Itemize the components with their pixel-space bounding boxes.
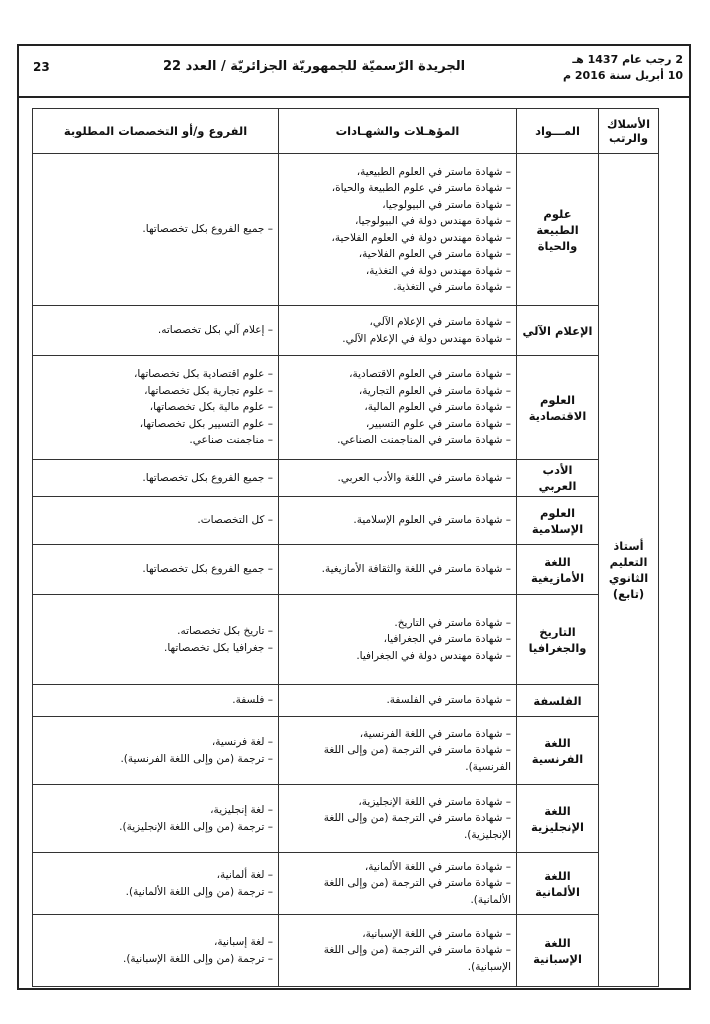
branches-cell — [33, 717, 279, 785]
header-branches: الفروع و/أو التخصصات المطلوبة — [33, 109, 279, 154]
table-row — [33, 154, 659, 306]
qualification-item: – شهادة ماستر في التغذية. — [284, 279, 511, 296]
qualifications-cell — [279, 306, 517, 356]
qualification-item: – شهادة ماستر في الترجمة (من وإلى اللغة الإسبانية). — [284, 942, 511, 975]
branch-item: – ترجمة (من وإلى اللغة الإسبانية). — [38, 951, 273, 968]
subject-cell: اللغة الفرنسية — [517, 717, 599, 785]
subject-cell: الإعلام الآلي — [517, 306, 599, 356]
subject-cell: العلوم الإسلامية — [517, 497, 599, 545]
qualification-item: – شهادة ماستر في الجغرافيا، — [284, 631, 511, 648]
branch-item: – مناجمنت صناعي. — [38, 432, 273, 449]
qualification-item: – شهادة مهندس دولة في الإعلام الآلي. — [284, 331, 511, 348]
branch-item: – إعلام آلي بكل تخصصاته. — [38, 322, 273, 339]
subject-cell: التاريخ والجغرافيا — [517, 595, 599, 685]
branch-item: – علوم التسيير بكل تخصصاتها، — [38, 416, 273, 433]
branches-cell — [33, 306, 279, 356]
branch-item: – لغة فرنسية، — [38, 734, 273, 751]
qualifications-cell — [279, 497, 517, 545]
page-number: 23 — [33, 60, 50, 74]
branch-item: – لغة إنجليزية، — [38, 802, 273, 819]
branches-cell — [33, 460, 279, 497]
qualification-item: – شهادة ماستر في العلوم الإسلامية. — [284, 512, 511, 529]
qualifications-cell — [279, 595, 517, 685]
qualifications-cell — [279, 785, 517, 853]
branches-cell — [33, 853, 279, 915]
branches-cell — [33, 545, 279, 595]
subject-cell: اللغة الألمانية — [517, 853, 599, 915]
qualification-item: – شهادة مهندس دولة في العلوم الفلاحية، — [284, 230, 511, 247]
qualification-item: – شهادة ماستر في الفلسفة. — [284, 692, 511, 709]
issue-date — [533, 52, 683, 84]
qualification-item: – شهادة ماستر في العلوم التجارية، — [284, 383, 511, 400]
branch-item: – لغة إسبانية، — [38, 934, 273, 951]
qualification-item: – شهادة ماستر في علوم التسيير، — [284, 416, 511, 433]
table-body — [33, 154, 659, 987]
qualification-item: – شهادة ماستر في المناجمنت الصناعي. — [284, 432, 511, 449]
qualifications-cell — [279, 853, 517, 915]
branch-item: – تاريخ بكل تخصصاته. — [38, 623, 273, 640]
header-qualifications: المؤهـلات والشهـادات — [279, 109, 517, 154]
journal-title: الجريدة الرّسميّة للجمهوريّة الجزائريّة / العدد 22 — [162, 59, 466, 74]
qualification-item: – شهادة ماستر في البيولوجيا، — [284, 197, 511, 214]
branch-item: – لغة ألمانية، — [38, 867, 273, 884]
qualification-item: – شهادة مهندس دولة في الجغرافيا. — [284, 648, 511, 665]
table-row — [33, 595, 659, 685]
subject-cell: الأدب العربي — [517, 460, 599, 497]
page-frame — [17, 44, 691, 990]
branch-item: – ترجمة (من وإلى اللغة الألمانية). — [38, 884, 273, 901]
page-header — [19, 46, 689, 98]
qualification-item: – شهادة ماستر في التاريخ. — [284, 615, 511, 632]
table-row — [33, 497, 659, 545]
qualification-item: – شهادة ماستر في اللغة الألمانية، — [284, 859, 511, 876]
table-row — [33, 545, 659, 595]
qualification-item: – شهادة ماستر في الترجمة (من وإلى اللغة الألمانية). — [284, 875, 511, 908]
rank-cell: أستاذ التعليم الثانوي (تابع) — [599, 154, 659, 987]
branch-item: – ترجمة (من وإلى اللغة الإنجليزية). — [38, 819, 273, 836]
branches-cell — [33, 685, 279, 717]
branch-item: – فلسفة. — [38, 692, 273, 709]
branches-cell — [33, 154, 279, 306]
qualification-item: – شهادة ماستر في الترجمة (من وإلى اللغة الفرنسية). — [284, 742, 511, 775]
qualifications-cell — [279, 545, 517, 595]
date-hijri: 2 رجب عام 1437 هـ — [572, 53, 683, 66]
branch-item: – كل التخصصات. — [38, 512, 273, 529]
table-row — [33, 915, 659, 987]
subject-cell: اللغة الإسبانية — [517, 915, 599, 987]
qualifications-cell — [279, 915, 517, 987]
qualifications-cell — [279, 460, 517, 497]
branch-item: – جميع الفروع بكل تخصصاتها. — [38, 470, 273, 487]
table-row — [33, 853, 659, 915]
branch-item: – جميع الفروع بكل تخصصاتها. — [38, 221, 273, 238]
header-subject: المـــواد — [517, 109, 599, 154]
subject-cell: اللغة الأمازيغية — [517, 545, 599, 595]
table-row — [33, 356, 659, 460]
subject-cell: علوم الطبيعة والحياة — [517, 154, 599, 306]
qualifications-cell — [279, 685, 517, 717]
branch-item: – جميع الفروع بكل تخصصاتها. — [38, 561, 273, 578]
qualification-item: – شهادة ماستر في اللغة الفرنسية، — [284, 726, 511, 743]
qualification-item: – شهادة ماستر في اللغة الإنجليزية، — [284, 794, 511, 811]
qualifications-cell — [279, 154, 517, 306]
qualification-item: – شهادة ماستر في اللغة الإسبانية، — [284, 926, 511, 943]
table-row — [33, 460, 659, 497]
branch-item: – علوم اقتصادية بكل تخصصاتها، — [38, 366, 273, 383]
header-rank: الأسلاك والرتب — [599, 109, 659, 154]
qualification-item: – شهادة ماستر في الإعلام الآلي، — [284, 314, 511, 331]
qualification-item: – شهادة ماستر في العلوم الطبيعية، — [284, 164, 511, 181]
qualifications-cell — [279, 717, 517, 785]
branch-item: – ترجمة (من وإلى اللغة الفرنسية). — [38, 751, 273, 768]
qualification-item: – شهادة ماستر في العلوم الاقتصادية، — [284, 366, 511, 383]
table-row — [33, 685, 659, 717]
branches-cell — [33, 595, 279, 685]
requirements-table — [32, 108, 659, 987]
subject-cell: العلوم الاقتصادية — [517, 356, 599, 460]
branches-cell — [33, 785, 279, 853]
branches-cell — [33, 915, 279, 987]
table-row — [33, 306, 659, 356]
subject-cell: الفلسفة — [517, 685, 599, 717]
qualification-item: – شهادة مهندس دولة في التغذية، — [284, 263, 511, 280]
qualification-item: – شهادة مهندس دولة في البيولوجيا، — [284, 213, 511, 230]
qualifications-cell — [279, 356, 517, 460]
qualification-item: – شهادة ماستر في اللغة والثقافة الأمازيغية. — [284, 561, 511, 578]
branch-item: – علوم تجارية بكل تخصصاتها، — [38, 383, 273, 400]
table-row — [33, 717, 659, 785]
qualification-item: – شهادة ماستر في علوم الطبيعة والحياة، — [284, 180, 511, 197]
branches-cell — [33, 356, 279, 460]
branch-item: – علوم مالية بكل تخصصاتها، — [38, 399, 273, 416]
qualification-item: – شهادة ماستر في العلوم المالية، — [284, 399, 511, 416]
subject-cell: اللغة الإنجليزية — [517, 785, 599, 853]
table-header-row — [33, 109, 659, 154]
qualification-item: – شهادة ماستر في اللغة والأدب العربي. — [284, 470, 511, 487]
date-gregorian: 10 أبريل سنة 2016 م — [562, 69, 683, 82]
branches-cell — [33, 497, 279, 545]
table-row — [33, 785, 659, 853]
qualification-item: – شهادة ماستر في العلوم الفلاحية، — [284, 246, 511, 263]
qualification-item: – شهادة ماستر في الترجمة (من وإلى اللغة الإنجليزية). — [284, 810, 511, 843]
branch-item: – جغرافيا بكل تخصصاتها. — [38, 640, 273, 657]
